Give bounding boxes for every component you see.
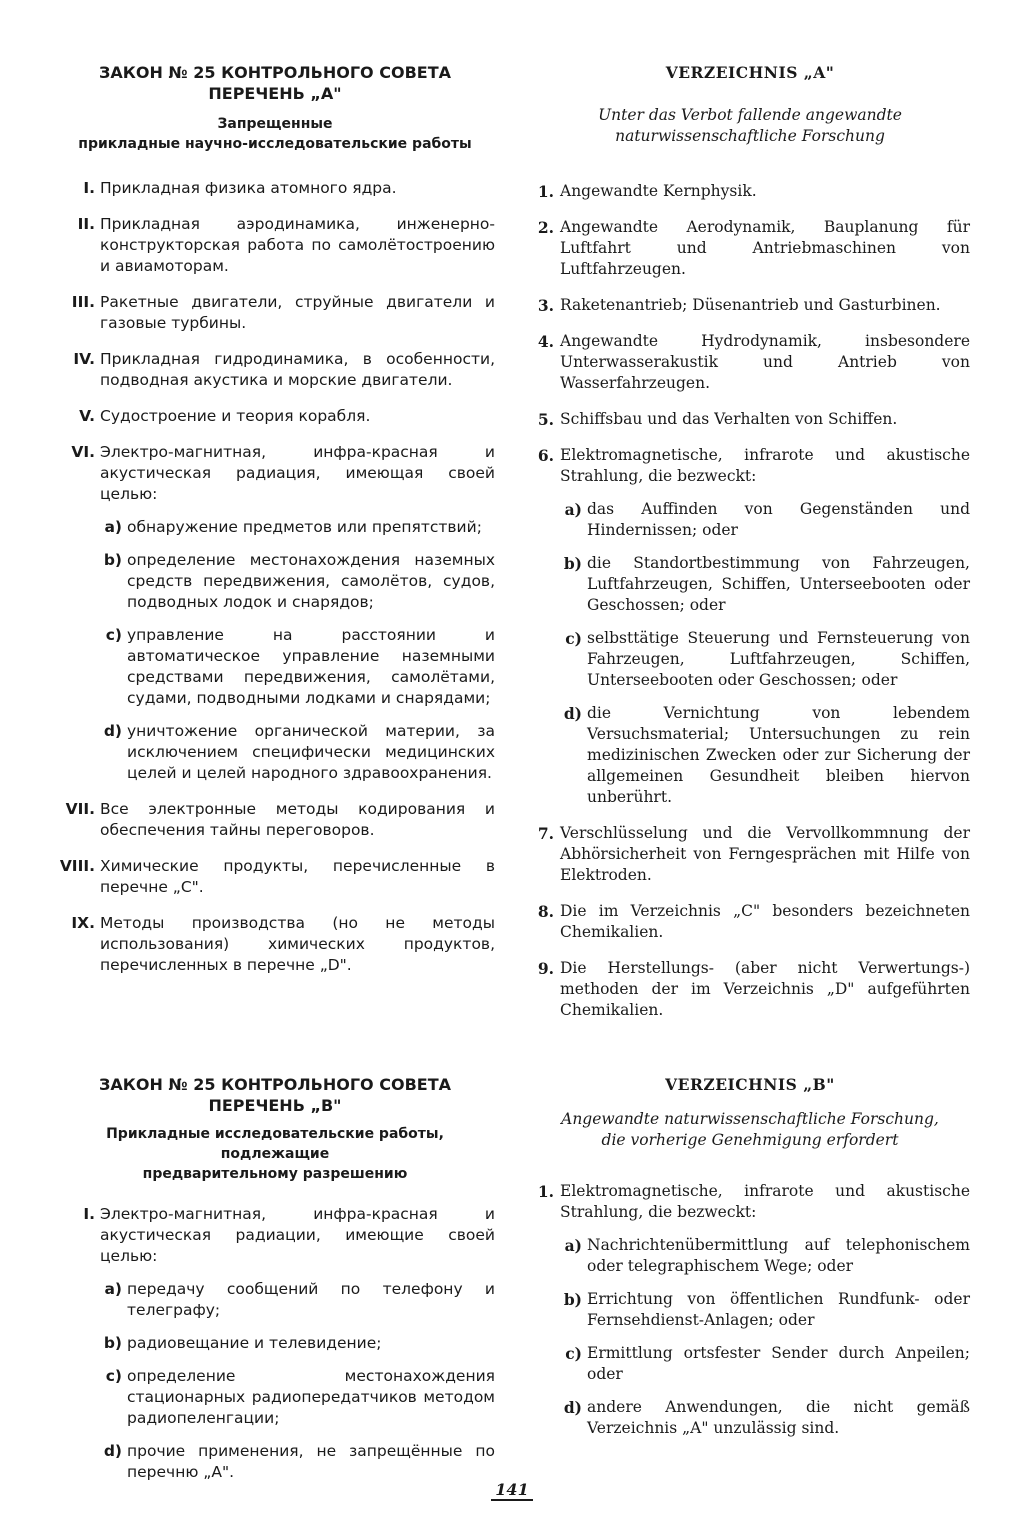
list-item bbox=[55, 292, 495, 334]
section-a-de-title: VERZEICHNIS „A" bbox=[665, 63, 835, 82]
sub-item-letter: c) bbox=[105, 626, 122, 644]
list-item bbox=[530, 823, 970, 886]
page-number-text: 141 bbox=[491, 1480, 532, 1501]
sub-item-text: радиовещание и телевидение; bbox=[127, 1334, 382, 1352]
list-item bbox=[55, 214, 495, 277]
section-b-ru-title-1: ЗАКОН № 25 КОНТРОЛЬНОГО СОВЕТА bbox=[99, 1075, 451, 1094]
item-number: I. bbox=[83, 1205, 95, 1223]
section-b-ru-subtitle-2: предварительному разрешению bbox=[142, 1166, 408, 1182]
item-text: Электро-магнитная, инфра-красная и акустическая радиация, имеющая своей целью: bbox=[100, 443, 495, 503]
list-item bbox=[530, 958, 970, 1021]
section-b-de-subtitle-2: die vorherige Genehmigung erfordert bbox=[601, 1131, 899, 1149]
sub-item-letter: c) bbox=[565, 629, 582, 648]
sub-item-text: уничтожение органической материи, за исключением специфически медицинских целей и целей народного здравоохранения. bbox=[127, 722, 495, 782]
item-number: VIII. bbox=[59, 857, 95, 875]
sub-item bbox=[100, 721, 495, 784]
sub-item-letter: b) bbox=[563, 1290, 582, 1309]
list-item bbox=[530, 217, 970, 280]
sub-item-letter: a) bbox=[564, 1236, 582, 1255]
section-b-ru-title-2: ПЕРЕЧЕНЬ „В" bbox=[208, 1096, 342, 1115]
sub-item-letter: c) bbox=[105, 1367, 122, 1385]
sub-item-letter: a) bbox=[104, 1280, 122, 1298]
list-item bbox=[530, 295, 970, 316]
sub-item-letter: a) bbox=[104, 518, 122, 536]
item-number: 1. bbox=[537, 1182, 554, 1201]
list-item bbox=[530, 445, 970, 487]
section-a-ru-title-1: ЗАКОН № 25 КОНТРОЛЬНОГО СОВЕТА bbox=[99, 63, 451, 82]
section-b-german bbox=[530, 1074, 970, 1439]
sub-item bbox=[100, 550, 495, 613]
section-b-de-list bbox=[530, 1181, 970, 1439]
list-item bbox=[55, 1204, 495, 1267]
section-b-ru-subtitle-1: Прикладные исследовательские работы, подлежащие bbox=[106, 1126, 444, 1162]
item-number: V. bbox=[79, 407, 95, 425]
sub-item bbox=[560, 499, 970, 541]
item-text: Судостроение и теория корабля. bbox=[100, 407, 371, 425]
sub-item-text: прочие применения, не запрещённые по перечню „А". bbox=[127, 1442, 495, 1481]
item-text: Angewandte Hydrodynamik, insbesondere Unterwasserakustik und Antrieb von Wasserfahrzeugen. bbox=[560, 332, 970, 392]
sub-item bbox=[100, 625, 495, 709]
list-item bbox=[55, 349, 495, 391]
section-b-de-title: VERZEICHNIS „B" bbox=[665, 1075, 835, 1094]
item-number: IV. bbox=[73, 350, 95, 368]
item-number: 2. bbox=[537, 218, 554, 237]
sub-item-text: Nachrichtenübermittlung auf telephonischem oder telegraphischem Wege; oder bbox=[587, 1236, 970, 1275]
item-number: 1. bbox=[537, 182, 554, 201]
sub-item-text: das Auffinden von Gegenständen und Hindernissen; oder bbox=[587, 500, 970, 539]
sub-item bbox=[560, 1397, 970, 1439]
section-a-ru-subtitle-1: Запрещенные bbox=[217, 116, 333, 132]
sub-item bbox=[560, 1343, 970, 1385]
item-number: 4. bbox=[537, 332, 554, 351]
sub-item-letter: c) bbox=[565, 1344, 582, 1363]
sub-item-text: обнаружение предметов или препятствий; bbox=[127, 518, 482, 536]
list-item bbox=[55, 442, 495, 505]
item-text: Электро-магнитная, инфра-красная и акустическая радиации, имеющие своей целью: bbox=[100, 1205, 495, 1265]
section-b-ru-list bbox=[55, 1204, 495, 1483]
sub-item-text: передачу сообщений по телефону и телеграфу; bbox=[127, 1280, 495, 1319]
item-number: 6. bbox=[537, 446, 554, 465]
item-text: Angewandte Kernphysik. bbox=[560, 182, 757, 200]
item-text: Elektromagnetische, infrarote und akustische Strahlung, die bezweckt: bbox=[560, 446, 970, 485]
item-number: IX. bbox=[71, 914, 95, 932]
sub-item bbox=[100, 1441, 495, 1483]
item-text: Verschlüsselung und die Vervollkommnung der Abhörsicherheit von Ferngesprächen mit Hilfe von Elektroden. bbox=[560, 824, 970, 884]
item-text: Все электронные методы кодирования и обеспечения тайны переговоров. bbox=[100, 800, 495, 839]
list-item bbox=[55, 178, 495, 199]
section-a-ru-list bbox=[55, 178, 495, 976]
item-number: II. bbox=[77, 215, 95, 233]
sub-item bbox=[560, 703, 970, 808]
sub-item-letter: d) bbox=[103, 722, 122, 740]
sub-item-letter: a) bbox=[564, 500, 582, 519]
item-text: Методы производства (но не методы использования) химических продуктов, перечисленных в перечне „D". bbox=[100, 914, 495, 974]
sub-item bbox=[100, 1333, 495, 1354]
item-number: 8. bbox=[537, 902, 554, 921]
section-a-ru-title-2: ПЕРЕЧЕНЬ „А" bbox=[208, 84, 342, 103]
section-a-de-subtitle-1: Unter das Verbot fallende angewandte bbox=[598, 106, 902, 124]
sub-item-text: Ermittlung ortsfester Sender durch Anpeilen; oder bbox=[587, 1344, 970, 1383]
list-item bbox=[55, 913, 495, 976]
list-item bbox=[55, 856, 495, 898]
sub-item-text: определение местонахождения наземных средств передвижения, самолётов, судов, подводных лодок и снарядов; bbox=[127, 551, 495, 611]
sub-item-text: andere Anwendungen, die nicht gemäß Verzeichnis „A" unzulässig sind. bbox=[587, 1398, 970, 1437]
sub-item-text: die Vernichtung von lebendem Versuchsmaterial; Untersuchungen zu rein medizinischen Zwecken oder zur Sicherung der allgemeinen Gesundheit bleiben hiervon unberührt. bbox=[587, 704, 970, 806]
item-text: Прикладная гидродинамика, в особенности, подводная акустика и морские двигатели. bbox=[100, 350, 495, 389]
item-text: Schiffsbau und das Verhalten von Schiffen. bbox=[560, 410, 898, 428]
sub-item-letter: b) bbox=[563, 554, 582, 573]
sub-item-text: Errichtung von öffentlichen Rundfunk- oder Fernsehdienst-Anlagen; oder bbox=[587, 1290, 970, 1329]
item-number: 5. bbox=[537, 410, 554, 429]
list-item bbox=[530, 331, 970, 394]
sub-item-letter: b) bbox=[103, 1334, 122, 1352]
item-text: Angewandte Aerodynamik, Bauplanung für Luftfahrt und Antriebmaschinen von Luftfahrzeugen. bbox=[560, 218, 970, 278]
item-number: VII. bbox=[65, 800, 95, 818]
item-text: Химические продукты, перечисленные в перечне „С". bbox=[100, 857, 495, 896]
list-item bbox=[55, 799, 495, 841]
item-text: Elektromagnetische, infrarote und akustische Strahlung, die bezweckt: bbox=[560, 1182, 970, 1221]
sub-item-text: die Standortbestimmung von Fahrzeugen, Luftfahrzeugen, Schiffen, Unterseebooten oder Geschossen; oder bbox=[587, 554, 970, 614]
list-item bbox=[530, 1181, 970, 1223]
item-text: Raketenantrieb; Düsenantrieb und Gasturbinen. bbox=[560, 296, 941, 314]
sub-item-text: определение местонахождения стационарных радиопередатчиков методом радиопеленгации; bbox=[127, 1367, 495, 1427]
section-a-russian bbox=[55, 62, 495, 991]
item-text: Прикладная физика атомного ядра. bbox=[100, 179, 397, 197]
sub-item bbox=[560, 1235, 970, 1277]
item-number: VI. bbox=[71, 443, 95, 461]
sub-item-letter: d) bbox=[563, 704, 582, 723]
item-number: I. bbox=[83, 179, 95, 197]
list-item bbox=[55, 406, 495, 427]
item-text: Прикладная аэродинамика, инженерно-конструкторская работа по самолётостроению и авиамоторам. bbox=[100, 215, 495, 275]
item-number: 7. bbox=[537, 824, 554, 843]
list-item bbox=[530, 181, 970, 202]
sub-item-text: selbsttätige Steuerung und Fernsteuerung von Fahrzeugen, Luftfahrzeugen, Schiffen, Unterseebooten oder Geschossen; oder bbox=[587, 629, 970, 689]
item-number: 9. bbox=[537, 959, 554, 978]
list-item bbox=[530, 901, 970, 943]
sub-item bbox=[100, 517, 495, 538]
item-text: Ракетные двигатели, струйные двигатели и газовые турбины. bbox=[100, 293, 495, 332]
sub-item bbox=[560, 628, 970, 691]
item-number: III. bbox=[71, 293, 95, 311]
section-a-german bbox=[530, 62, 970, 1036]
sub-item bbox=[560, 1289, 970, 1331]
section-b-de-subtitle-1: Angewandte naturwissenschaftliche Forschung, bbox=[561, 1110, 939, 1128]
sub-item bbox=[560, 553, 970, 616]
sub-item-letter: d) bbox=[103, 1442, 122, 1460]
list-item bbox=[530, 409, 970, 430]
sub-item bbox=[100, 1366, 495, 1429]
item-number: 3. bbox=[537, 296, 554, 315]
section-a-ru-subtitle-2: прикладные научно-исследовательские работы bbox=[78, 136, 472, 152]
item-text: Die Herstellungs- (aber nicht Verwertungs-) methoden der im Verzeichnis „D" aufgeführten Chemikalien. bbox=[560, 959, 970, 1019]
section-a-de-list bbox=[530, 181, 970, 1021]
page-number bbox=[0, 1480, 1024, 1499]
sub-item-letter: b) bbox=[103, 551, 122, 569]
sub-item-letter: d) bbox=[563, 1398, 582, 1417]
section-a-de-subtitle-2: naturwissenschaftliche Forschung bbox=[615, 127, 885, 145]
section-b-russian bbox=[55, 1074, 495, 1483]
sub-item bbox=[100, 1279, 495, 1321]
item-text: Die im Verzeichnis „C" besonders bezeichneten Chemikalien. bbox=[560, 902, 970, 941]
sub-item-text: управление на расстоянии и автоматическое управление наземными средствами передвижения, самолётами, судами, подводными лодками и снарядами; bbox=[127, 626, 495, 707]
